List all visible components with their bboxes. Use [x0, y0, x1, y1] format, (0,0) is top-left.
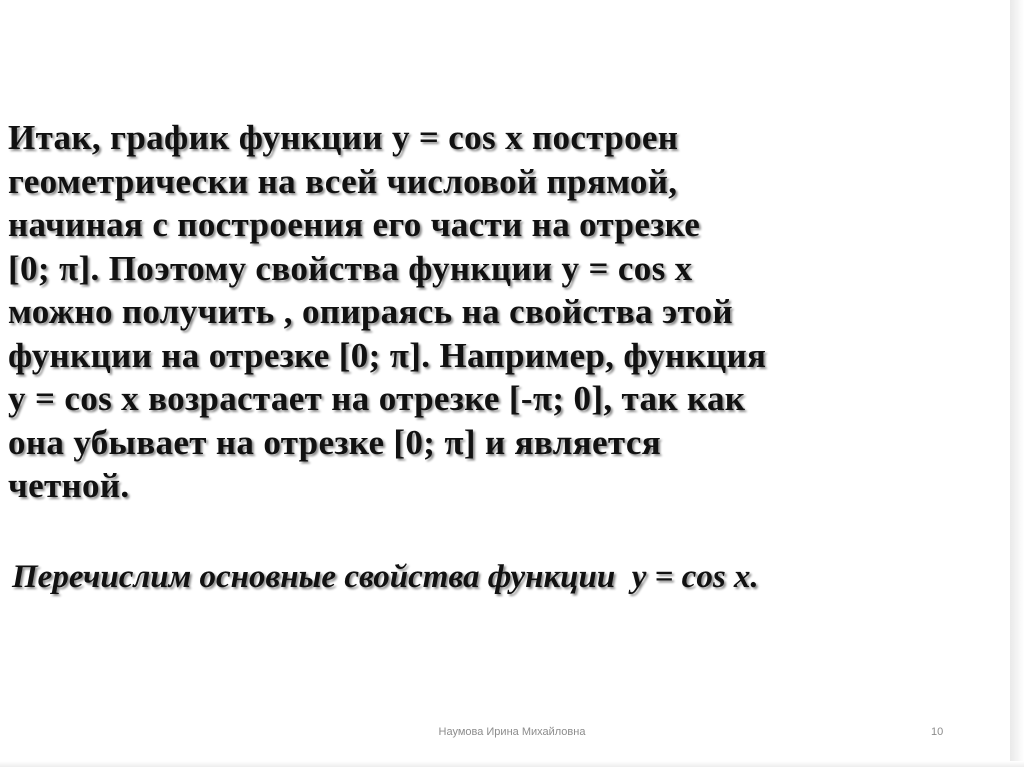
body-line: [0; π]. Поэтому свойства функции у = cos x — [8, 248, 693, 288]
slide-frame-right — [1010, 0, 1024, 767]
body-line: Итак, график функции у = cos x построен — [8, 118, 679, 157]
slide-subheading: Перечислим основные свойства функции у = cos x. — [12, 559, 759, 595]
slide-frame-bottom — [0, 761, 1024, 767]
body-line: у = cos x возрастает на отрезке [-π; 0], так как — [8, 379, 746, 418]
footer-page-number: 10 — [931, 726, 944, 738]
body-line: геометрически на всей числовой прямой, — [8, 161, 678, 201]
body-line: функции на отрезке [0; π]. Например, функция — [8, 335, 767, 375]
slide-body-text — [8, 116, 1008, 508]
body-line: она убывает на отрезке [0; π] и является — [8, 422, 662, 462]
body-line: четной. — [8, 466, 130, 505]
footer-author: Наумова Ирина Михайловна — [438, 726, 586, 738]
body-line: можно получить , опираясь на свойства этой — [8, 292, 733, 331]
body-line: начиная с построения его части на отрезке — [8, 205, 701, 244]
